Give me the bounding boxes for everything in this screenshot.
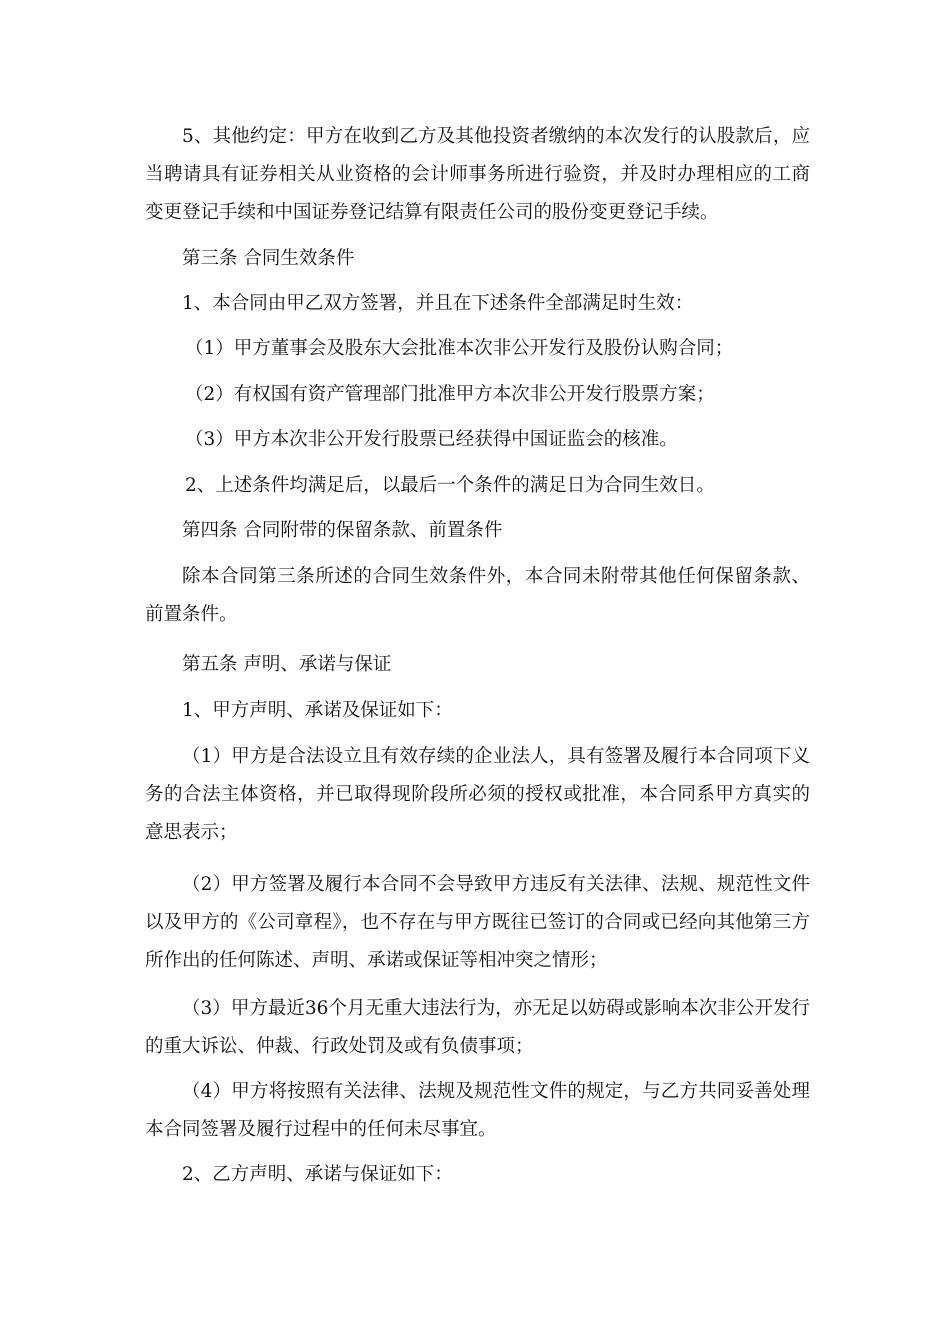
article-5-party-a-4: （4）甲方将按照有关法律、法规及规范性文件的规定，与乙方共同妥善处理本合同签署及履行过程中的任何未尽事宜。 <box>145 1081 810 1140</box>
article-3-condition-2: （2）有权国有资产管理部门批准甲方本次非公开发行股票方案； <box>185 384 715 405</box>
article-4-heading: 第四条 合同附带的保留条款、前置条件 <box>182 520 503 541</box>
article-5-item-1: 1、甲方声明、承诺及保证如下： <box>182 700 453 721</box>
article-5-party-a-2: （2）甲方签署及履行本合同不会导致甲方违反有关法律、法规、规范性文件以及甲方的《公司章程》，也不存在与甲方既往已签订的合同或已经向其他第三方所作出的任何陈述、声明、承诺或保证等相冲突之情形； <box>145 874 810 971</box>
article-5-party-a-3: （3）甲方最近36个月无重大违法行为，亦无足以妨碍或影响本次非公开发行的重大诉讼、仲裁、行政处罚及或有负债事项； <box>145 998 810 1057</box>
article-3-heading: 第三条 合同生效条件 <box>182 248 355 269</box>
article-5-party-a-1: （1）甲方是合法设立且有效存续的企业法人，具有签署及履行本合同项下义务的合法主体资格，并已取得现阶段所必须的授权或批准，本合同系甲方真实的意思表示； <box>145 746 810 843</box>
article-3-condition-3: （3）甲方本次非公开发行股票已经获得中国证监会的核准。 <box>185 429 678 450</box>
article-4-body: 除本合同第三条所述的合同生效条件外，本合同未附带其他任何保留条款、前置条件。 <box>145 566 810 625</box>
article-5-heading: 第五条 声明、承诺与保证 <box>182 654 392 675</box>
article-5-item-2: 2、乙方声明、承诺与保证如下： <box>182 1164 453 1185</box>
article-3-condition-1: （1）甲方董事会及股东大会批准本次非公开发行及股份认购合同； <box>185 338 734 359</box>
article-3-item-1: 1、本合同由甲乙双方签署，并且在下述条件全部满足时生效： <box>182 293 694 314</box>
clause-5-other-agreements: 5、其他约定：甲方在收到乙方及其他投资者缴纳的本次发行的认股款后，应当聘请具有证券相关从业资格的会计师事务所进行验资，并及时办理相应的工商变更登记手续和中国证券登记结算有限责任公司的股份变更登记手续。 <box>145 126 810 223</box>
article-3-item-2: 2、上述条件均满足后，以最后一个条件的满足日为合同生效日。 <box>185 475 715 496</box>
